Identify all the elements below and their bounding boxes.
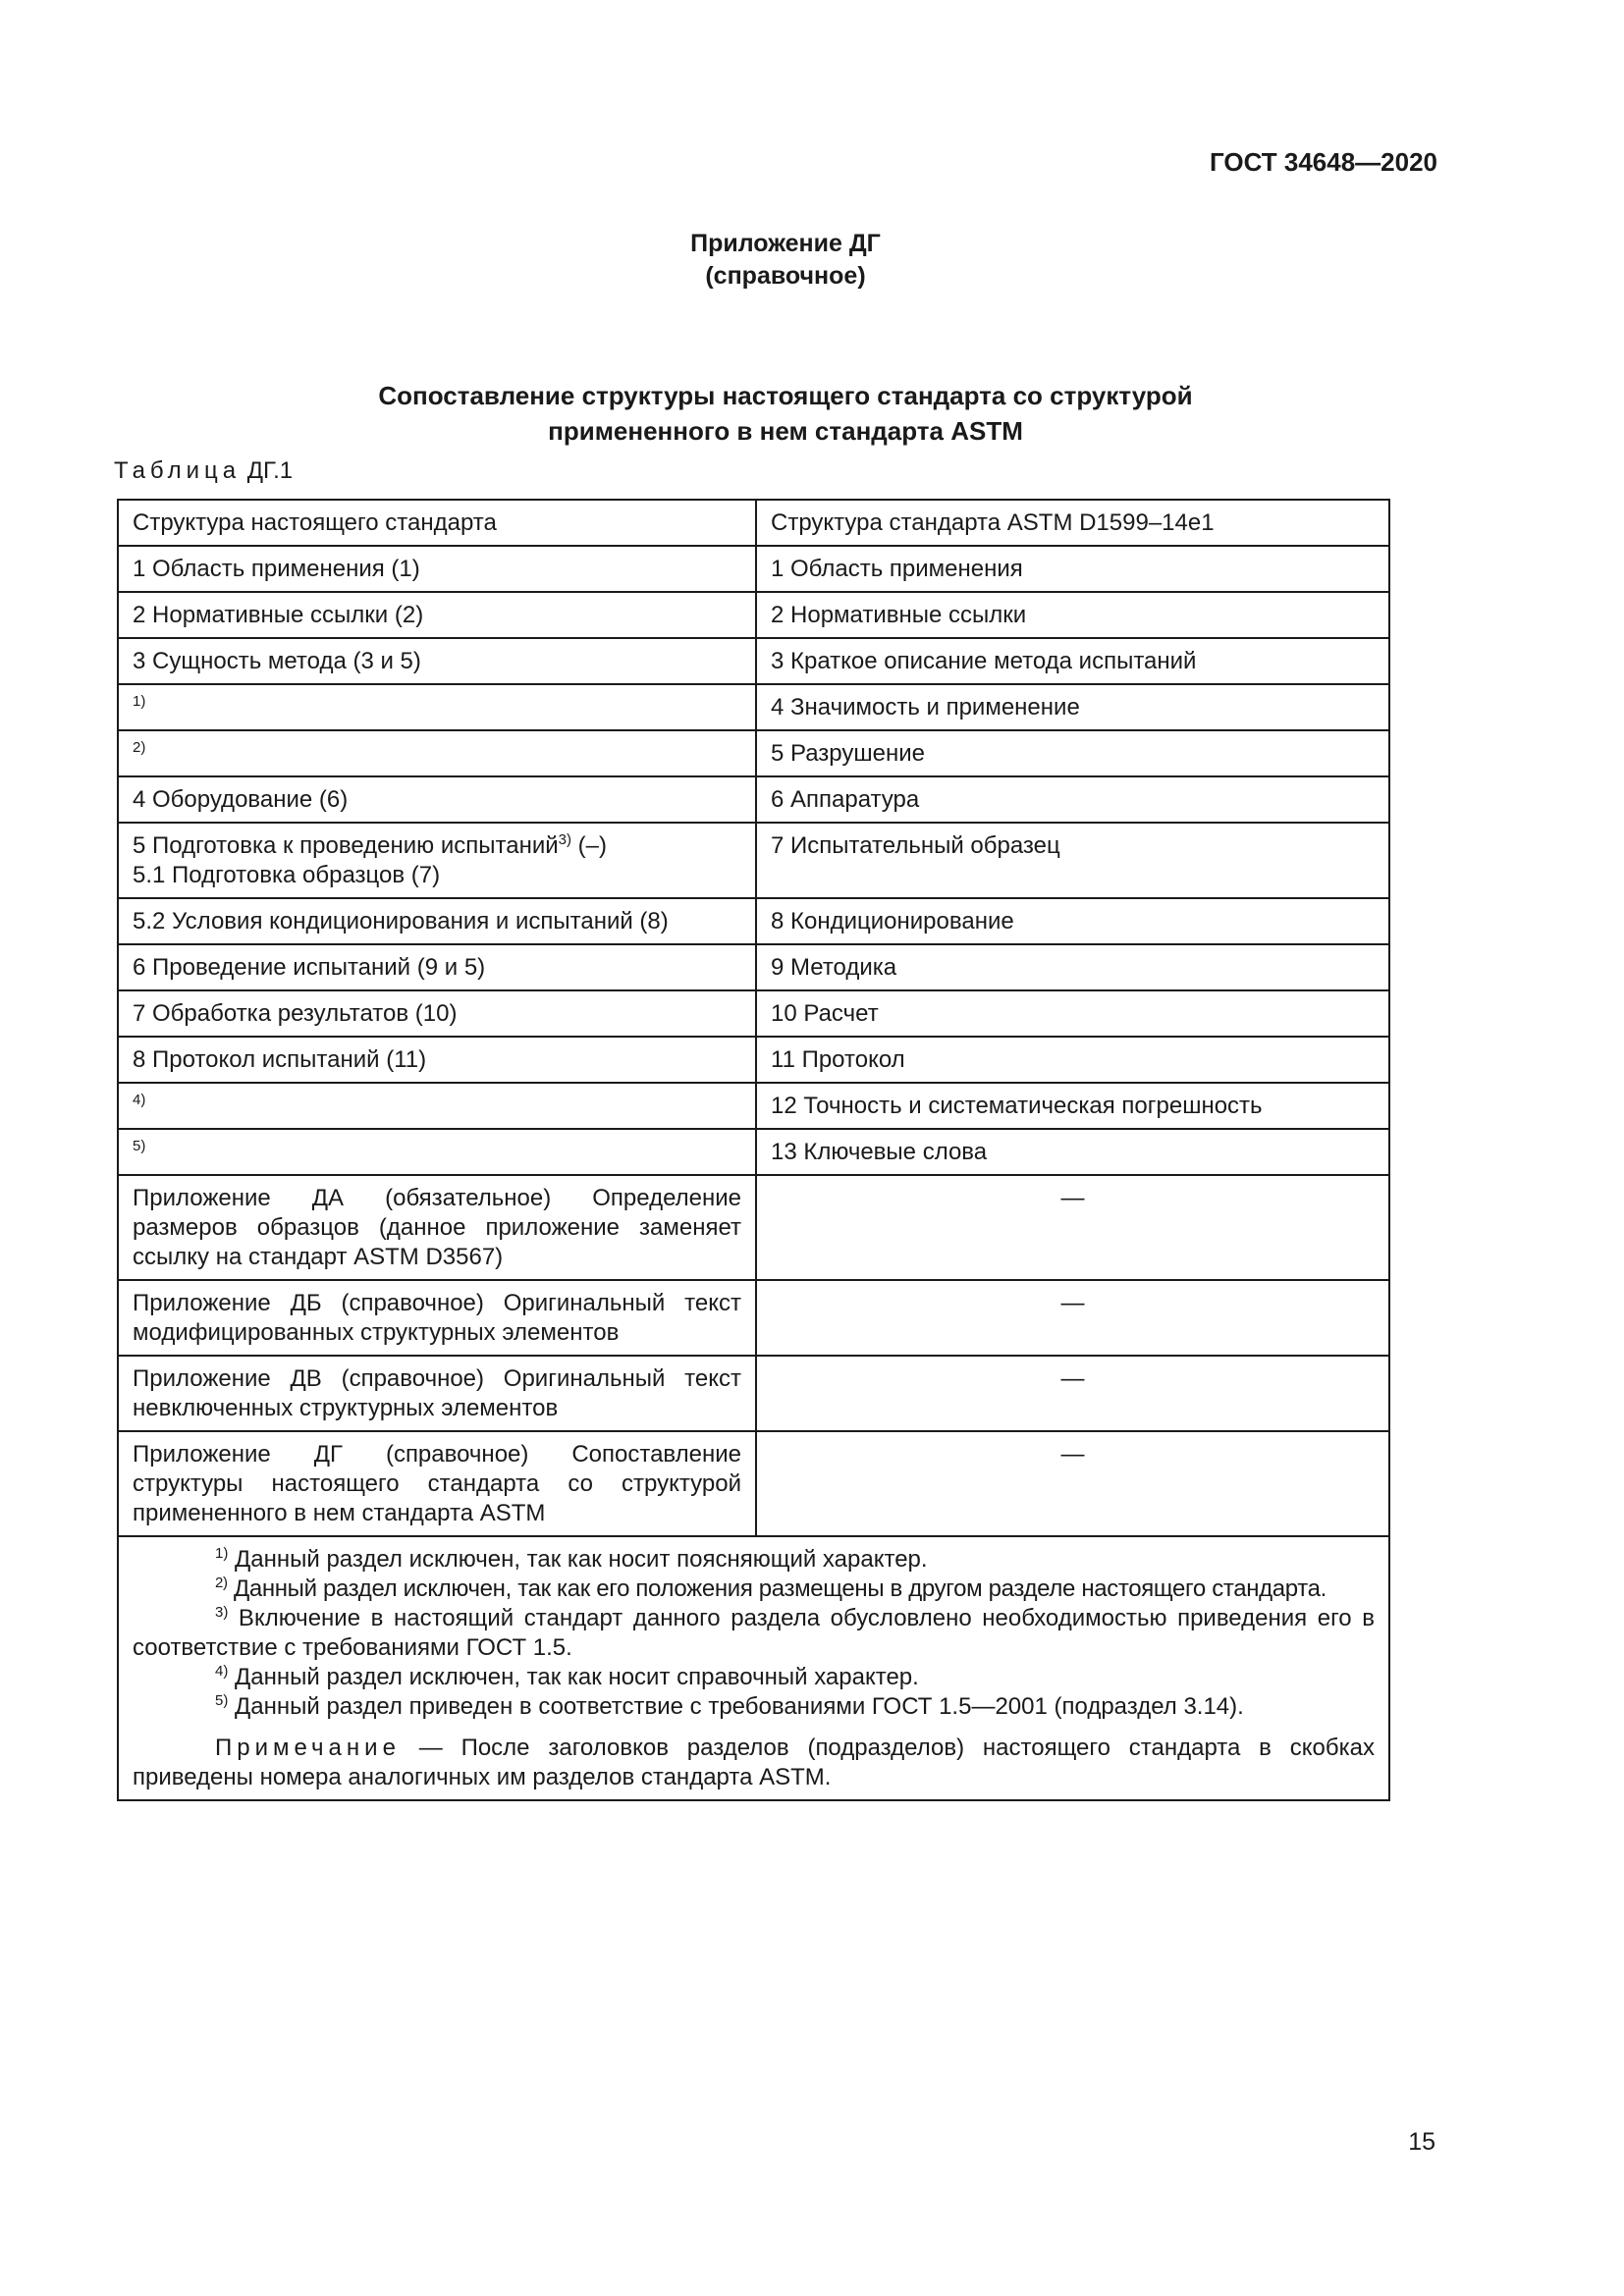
section-title-line1: Сопоставление структуры настоящего стандарта со структурой <box>378 381 1193 410</box>
table-cell-left: Приложение ДБ (справочное) Оригинальный текст модифицированных структурных элементов <box>118 1280 756 1356</box>
table-cell-left <box>118 730 756 776</box>
table-cell-right: 7 Испытательный образец <box>756 823 1389 898</box>
table-label <box>114 457 293 485</box>
cell-text: 5 Подготовка к проведению испытаний <box>133 832 559 859</box>
table-cell-left: 5.2 Условия кондиционирования и испытаний (8) <box>118 898 756 944</box>
table-label-number: ДГ.1 <box>246 457 294 484</box>
table-row <box>118 1175 1389 1280</box>
table-cell-left: 8 Протокол испытаний (11) <box>118 1037 756 1083</box>
appendix-title: Приложение ДГ <box>690 230 881 257</box>
footnote-ref: 2) <box>133 739 146 756</box>
table-cell-right: 8 Кондиционирование <box>756 898 1389 944</box>
footnote-text: Включение в настоящий стандарт данного раздела обусловлено необходимостью приведения его в соответствие с требованиями ГОСТ 1.5. <box>133 1605 1375 1661</box>
table-header-row <box>118 500 1389 546</box>
footnote-ref: 1) <box>133 693 146 710</box>
table-cell-left: 3 Сущность метода (3 и 5) <box>118 638 756 684</box>
footnote <box>133 1575 1375 1604</box>
table-cell-left <box>118 1083 756 1129</box>
table-row <box>118 944 1389 990</box>
table-cell-left <box>118 1129 756 1175</box>
table-cell-right: 11 Протокол <box>756 1037 1389 1083</box>
table-cell-right: — <box>756 1356 1389 1431</box>
table-cell-left <box>118 823 756 898</box>
table-row <box>118 1280 1389 1356</box>
footnote-mark: 1) <box>215 1545 229 1562</box>
footnote-text: Данный раздел приведен в соответствие с требованиями ГОСТ 1.5—2001 (подраздел 3.14). <box>228 1693 1244 1720</box>
table-row <box>118 823 1389 898</box>
page-number: 15 <box>1408 2128 1435 2156</box>
footnote-text: Данный раздел исключен, так как носит справочный характер. <box>228 1664 919 1690</box>
appendix-heading <box>0 228 1571 293</box>
table-row <box>118 684 1389 730</box>
footnote <box>133 1692 1375 1722</box>
table-cell-right: 6 Аппаратура <box>756 776 1389 823</box>
comparison-table-wrapper <box>117 499 1390 1801</box>
table-cell-left <box>118 684 756 730</box>
table-cell-right: 3 Краткое описание метода испытаний <box>756 638 1389 684</box>
table-row <box>118 1083 1389 1129</box>
table-cell-left: 2 Нормативные ссылки (2) <box>118 592 756 638</box>
table-note <box>133 1734 1375 1792</box>
footnote-mark: 4) <box>215 1663 229 1680</box>
table-cell-left: 1 Область применения (1) <box>118 546 756 592</box>
footnote-ref: 4) <box>133 1092 146 1108</box>
document-code: ГОСТ 34648—2020 <box>1210 147 1437 177</box>
table-cell-left: Приложение ДА (обязательное) Определение размеров образцов (данное приложение заменяет ссылку на стандарт ASTM D3567) <box>118 1175 756 1280</box>
table-cell-left: Приложение ДВ (справочное) Оригинальный текст невключенных структурных элементов <box>118 1356 756 1431</box>
appendix-kind: (справочное) <box>705 262 866 290</box>
table-row <box>118 990 1389 1037</box>
footnote-mark: 2) <box>215 1575 228 1591</box>
table-footnotes-row <box>118 1536 1389 1800</box>
table-cell-left: Приложение ДГ (справочное) Сопоставление структуры настоящего стандарта со структурой примененного в нем стандарта ASTM <box>118 1431 756 1536</box>
header-cell-astm-standard: Структура стандарта ASTM D1599–14e1 <box>756 500 1389 546</box>
table-row <box>118 592 1389 638</box>
table-cell-right: 5 Разрушение <box>756 730 1389 776</box>
cell-text-line2: 5.1 Подготовка образцов (7) <box>133 862 441 888</box>
table-cell-right: — <box>756 1175 1389 1280</box>
footnote-text: Данный раздел исключен, так как его положения размещены в другом разделе настоящего стандарта. <box>227 1575 1326 1602</box>
table-cell-right: — <box>756 1431 1389 1536</box>
table-row <box>118 898 1389 944</box>
footnote-text: Данный раздел исключен, так как носит поясняющий характер. <box>228 1546 928 1573</box>
footnote-mark: 5) <box>215 1692 229 1709</box>
table-cell-left: 7 Обработка результатов (10) <box>118 990 756 1037</box>
table-row <box>118 776 1389 823</box>
table-row <box>118 1037 1389 1083</box>
table-cell-left: 6 Проведение испытаний (9 и 5) <box>118 944 756 990</box>
footnote-ref: 3) <box>558 831 571 848</box>
table-cell-right: 12 Точность и систематическая погрешность <box>756 1083 1389 1129</box>
table-row <box>118 1431 1389 1536</box>
footnotes-cell <box>118 1536 1389 1800</box>
footnote <box>133 1604 1375 1663</box>
table-cell-right: 2 Нормативные ссылки <box>756 592 1389 638</box>
table-cell-right: 9 Методика <box>756 944 1389 990</box>
table-row <box>118 1129 1389 1175</box>
footnote-ref: 5) <box>133 1138 146 1154</box>
section-title-line2: примененного в нем стандарта ASTM <box>548 416 1023 446</box>
cell-text-tail: (–) <box>570 832 607 859</box>
table-cell-right: 1 Область применения <box>756 546 1389 592</box>
table-cell-right: 10 Расчет <box>756 990 1389 1037</box>
header-cell-this-standard: Структура настоящего стандарта <box>118 500 756 546</box>
comparison-table <box>117 499 1390 1801</box>
table-cell-left: 4 Оборудование (6) <box>118 776 756 823</box>
note-text: — После заголовков разделов (подразделов) настоящего стандарта в скобках приведены номера аналогичных им разделов стандарта ASTM. <box>133 1735 1375 1790</box>
footnote <box>133 1545 1375 1575</box>
table-row <box>118 638 1389 684</box>
table-row <box>118 730 1389 776</box>
table-cell-right: 4 Значимость и применение <box>756 684 1389 730</box>
table-row <box>118 1356 1389 1431</box>
footnote <box>133 1663 1375 1692</box>
table-cell-right: — <box>756 1280 1389 1356</box>
table-row <box>118 546 1389 592</box>
note-label: Примечание <box>215 1735 401 1761</box>
section-title <box>0 378 1571 449</box>
footnote-mark: 3) <box>215 1604 229 1621</box>
table-label-word: Таблица <box>114 457 242 484</box>
table-cell-right: 13 Ключевые слова <box>756 1129 1389 1175</box>
